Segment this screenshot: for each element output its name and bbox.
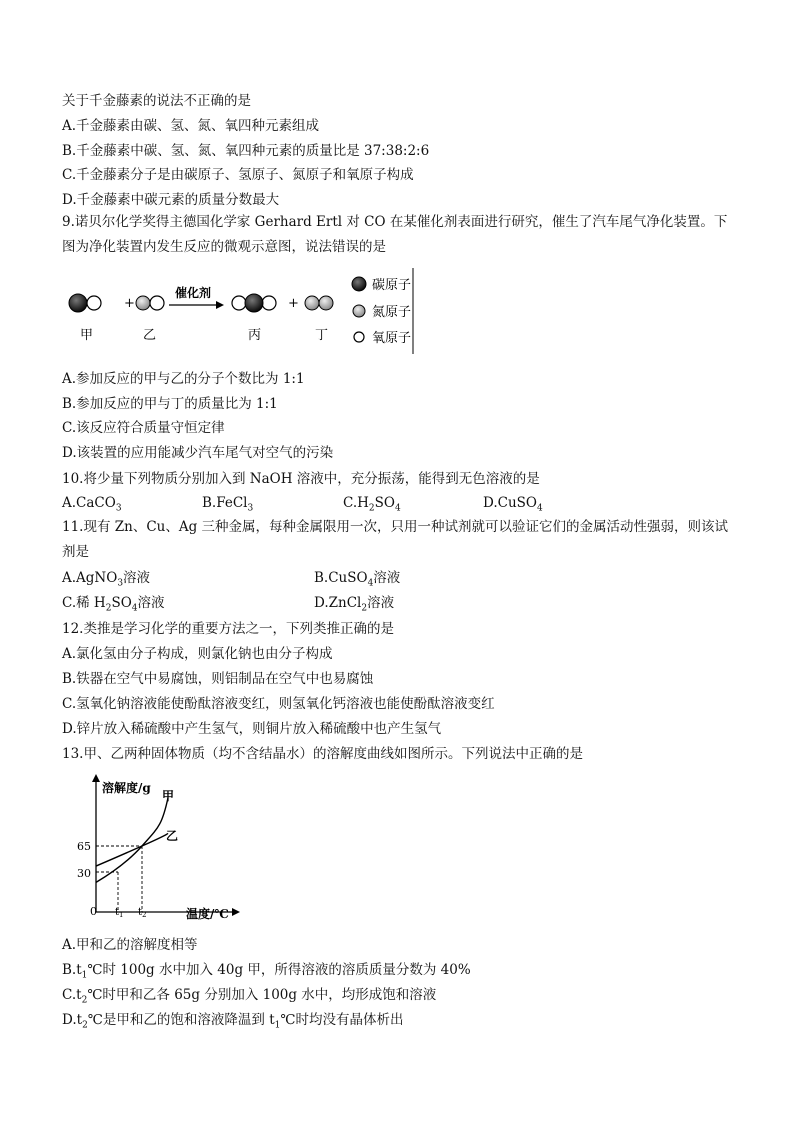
q9-option-d: D.该装置的应用能减少汽车尾气对空气的污染 xyxy=(62,445,334,461)
x-tick-t1: $t_1$ xyxy=(115,907,124,919)
reaction-diagram xyxy=(62,268,414,354)
q11-options-row1 xyxy=(62,569,742,589)
legend-nitrogen-icon xyxy=(353,305,365,317)
solubility-chart xyxy=(62,772,247,922)
label-jia: 甲 xyxy=(80,328,94,343)
q8-option-d: D.千金藤素中碳元素的质量分数最大 xyxy=(62,192,280,208)
q9-option-c: C.该反应符合质量守恒定律 xyxy=(62,420,225,436)
q11-stem: 11.现有 Zn、Cu、Ag 三种金属，每种金属限用一次，只用一种试剂就可以验证它们的金属活动性强弱，则该试剂是 xyxy=(62,519,729,560)
label-bing: 丙 xyxy=(248,328,262,343)
diagram-legend xyxy=(352,277,411,346)
y-tick-65: 65 xyxy=(77,840,91,853)
legend-nitrogen: 氮原子 xyxy=(372,305,412,320)
plus-sign-1: + xyxy=(124,296,135,311)
q8-option-c: C.千金藤素分子是由碳原子、氢原子、氮原子和氧原子构成 xyxy=(62,167,414,183)
series-label-jia: 甲 xyxy=(162,789,175,803)
plus-sign-2: + xyxy=(288,296,299,311)
q11-option-d: D.ZnCl$_2$溶液 xyxy=(314,595,395,614)
q11-option-a: A.AgNO$_3$溶液 xyxy=(62,570,151,589)
q9-option-a: A.参加反应的甲与乙的分子个数比为 1:1 xyxy=(62,371,305,387)
legend-carbon: 碳原子 xyxy=(372,278,412,293)
reaction-arrowhead xyxy=(216,301,224,309)
q8-option-b: B.千金藤素中碳、氢、氮、氧四种元素的质量比是 37:38:2:6 xyxy=(62,143,430,159)
molecule-jia xyxy=(69,294,101,312)
q8-stem: 关于千金藤素的说法不正确的是 xyxy=(62,93,251,109)
q10-option-c: $C.H_2SO_4$ xyxy=(343,495,401,514)
q12-option-b: B.铁器在空气中易腐蚀，则铝制品在空气中也易腐蚀 xyxy=(62,671,374,687)
q12-option-d: D.锌片放入稀硫酸中产生氢气，则铜片放入稀硫酸中也产生氢气 xyxy=(62,721,442,737)
q11-option-b: B.CuSO$_4$溶液 xyxy=(314,570,401,589)
q12-option-a: A.氯化氢由分子构成，则氯化钠也由分子构成 xyxy=(62,646,333,662)
q13-option-b: $B.t_1℃$时 100g 水中加入 40g 甲，所得溶液的溶质质量分数为 40% xyxy=(62,962,471,981)
q10-option-a: A.CaCO$_3$ xyxy=(62,495,122,514)
label-yi: 乙 xyxy=(143,328,157,343)
legend-carbon-icon xyxy=(352,277,366,291)
q9-option-b: B.参加反应的甲与丁的质量比为 1:1 xyxy=(62,396,278,412)
q10-stem: 10.将少量下列物质分别加入到 NaOH 溶液中，充分振荡，能得到无色溶液的是 xyxy=(62,471,540,487)
q9-stem: 9.诺贝尔化学奖得主德国化学家 Gerhard Ertl 对 CO 在某催化剂表面进行研究，催生了汽车尾气净化装置。下图为净化装置内发生反应的微观示意图，说法错误的是 xyxy=(62,214,728,255)
q10-option-d: D.CuSO$_4$ xyxy=(483,495,543,514)
legend-oxygen: 氧原子 xyxy=(372,331,412,346)
label-ding: 丁 xyxy=(315,328,329,343)
catalyst-label: 催化剂 xyxy=(175,286,212,300)
series-line-jia xyxy=(96,798,168,883)
molecule-ding xyxy=(305,296,333,310)
q10-options xyxy=(62,494,742,514)
q11-options-row2 xyxy=(62,594,742,614)
q8-option-a: A.千金藤素由碳、氢、氮、氧四种元素组成 xyxy=(62,118,320,134)
y-axis-arrow xyxy=(92,774,100,782)
q11-option-c: C.稀 $H_2SO_4$溶液 xyxy=(62,595,165,614)
origin-label: 0 xyxy=(90,905,97,918)
y-tick-30: 30 xyxy=(77,867,91,880)
series-label-yi: 乙 xyxy=(166,829,179,843)
q13-option-a: A.甲和乙的溶解度相等 xyxy=(62,937,198,953)
legend-oxygen-icon xyxy=(354,332,364,342)
q10-option-b: B.FeCl$_3$ xyxy=(202,495,254,514)
molecule-yi xyxy=(136,296,164,310)
x-axis-label: 温度/℃ xyxy=(186,907,229,921)
x-axis-arrow xyxy=(232,908,240,916)
q12-stem: 12.类推是学习化学的重要方法之一，下列类推正确的是 xyxy=(62,621,394,637)
q13-stem: 13.甲、乙两种固体物质（均不含结晶水）的溶解度曲线如图所示。下列说法中正确的是 xyxy=(62,746,583,762)
q13-option-d: $D.t_2℃$是甲和乙的饱和溶液降温到 $t_1℃$时均没有晶体析出 xyxy=(62,1012,404,1031)
x-tick-t2: $t_2$ xyxy=(138,907,147,919)
q13-option-c: $C.t_2℃$时甲和乙各 65g 分别加入 100g 水中，均形成饱和溶液 xyxy=(62,987,437,1006)
molecule-bing xyxy=(232,294,276,312)
y-axis-label: 溶解度/g xyxy=(102,781,151,795)
q12-option-c: C.氢氧化钠溶液能使酚酞溶液变红，则氢氧化钙溶液也能使酚酞溶液变红 xyxy=(62,696,495,712)
series-line-yi xyxy=(96,833,168,866)
chart-marks xyxy=(96,798,168,912)
